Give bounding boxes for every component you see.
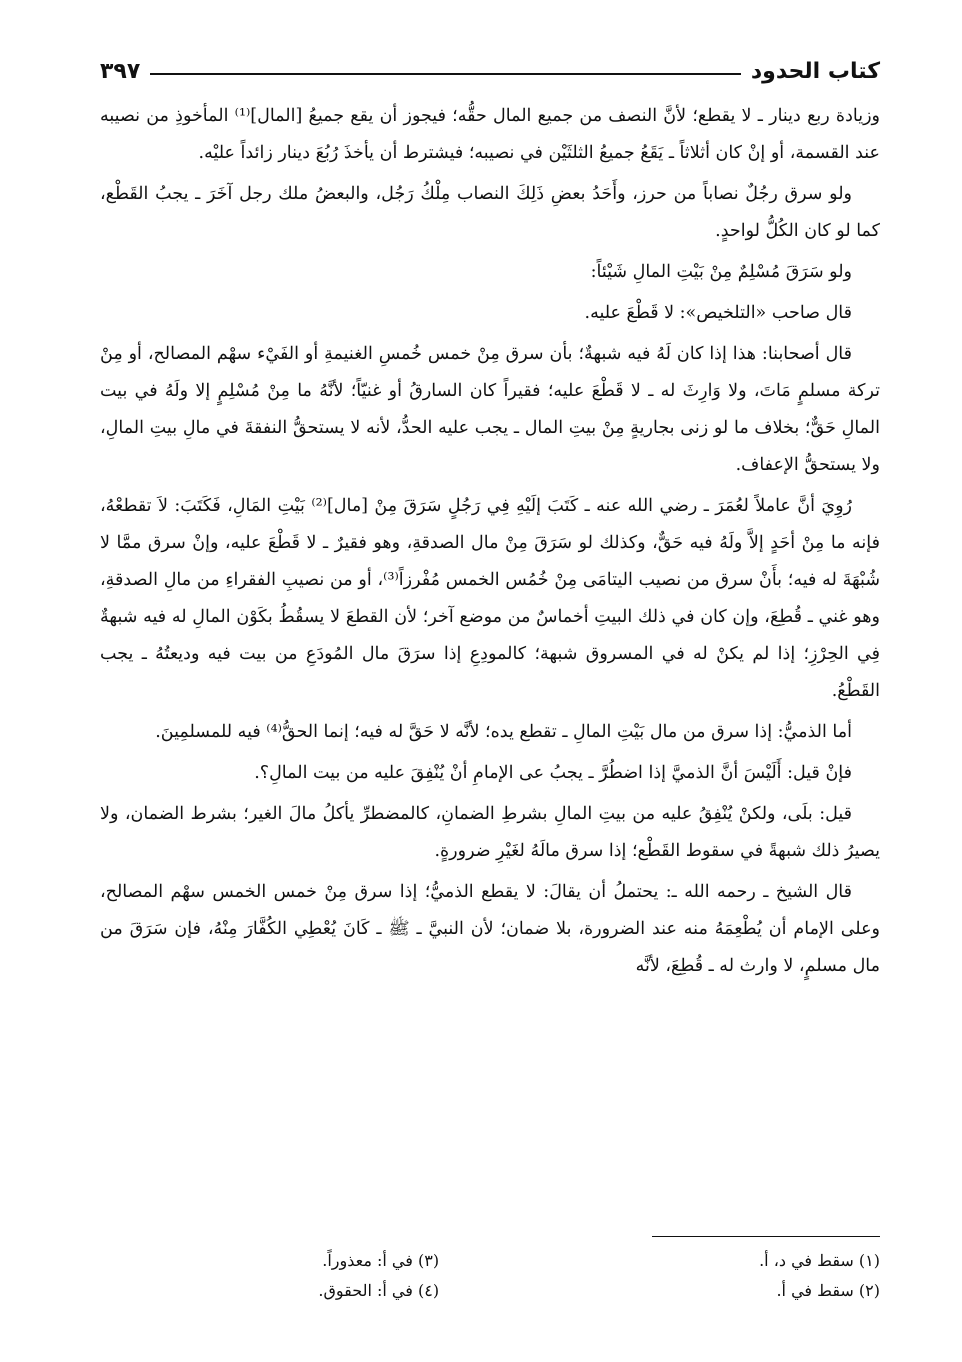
paragraph: وزيادة ربع دينار ـ لا يقطع؛ لأنَّ النصف من جميع المال حقُّه؛ فيجوز أن يقع جميعُ [المال]⁽¹⁾ المأخوذِ من نصيبه عند القسمة، أو إنْ كان أثلاثاً ـ يَقَعُ جميعُ الثلثَيْن في نصيبه؛ فيشترط أن يأخذَ رُبُعَ دينار زائداً عليْه. — [100, 106, 881, 163]
paragraph: قال الشيخ ـ رحمه الله ـ: يحتملُ أن يقالَ: لا يقطع الذميُّ؛ إذا سرق مِنْ خمس الخمس سهْم المصالح، وعلى الإمام أن يُطْعِمَهُ منه عند الضرورة، بلا ضمان؛ لأن النبيَّ ـ ﷺ ـ كَانَ يُعْطِي الكُفَّارَ مِنْهُ، فإن سَرَقَ من مال مسلمٍ، لا وارث له ـ قُطِعَ، لأنَّه — [100, 882, 880, 976]
body-text — [100, 98, 880, 989]
footnote-column-left — [318, 1246, 439, 1306]
footnotes — [100, 1246, 880, 1306]
paragraph: قال صاحب «التلخيص»: لا قَطْعَ عليه. — [584, 303, 852, 323]
paragraph: قيل: بلَى، ولكنْ يُنْفِقُ عليه من بيتِ المالِ بشرطِ الضمانِ، كالمضطرِّ يأكلُ مالَ الغير؛ بشرط الضمان، ولا يصيرُ ذلك شبهةً في سقوط القَطْع؛ إذا سرق مالَهُ لغَيْرِ ضرورةٍ. — [100, 804, 880, 861]
footnote-1: (١) سقط في د، أ. — [759, 1251, 880, 1270]
footnote-column-right — [759, 1246, 880, 1306]
footnote-3: (٣) في أ: معذوراً. — [322, 1251, 440, 1270]
paragraph: فإنْ قيل: أَلَيْسَ أنَّ الذميَّ إذا اضطُرَّ ـ يجبُ عى الإمامِ أنْ يُنْفِقَ عليه من بيت المالِ؟. — [254, 763, 852, 783]
running-head-title: كتاب الحدود — [750, 58, 880, 84]
paragraph: ولو سرق رجُلٌ نصاباً من حرز، وأَحَدُ بعضِ ذَلِكَ النصاب مِلْكُ رَجُل، والبعضُ ملك رجل آخَرَ ـ يجبُ القَطْع، كما لو كان الكُلُّ لواحدٍ. — [100, 184, 880, 241]
paragraph: قال أصحابنا: هذا إذا كان لَهُ فيه شبهةٌ؛ بأن سرق مِنْ خمس خُمسِ الغنيمةِ أو الفَيْء سهْم المصالح، أو مِنْ تركة مسلمٍ مَاتَ، ولا وَارِثَ له ـ لا قَطْعَ عليه؛ فقيراً كان السارقُ أو غنيّاً؛ لأنَّهُ ما مِنْ مُسْلِمٍ إلا ولَهُ في بيت المالِ حَقٌّ؛ بخلاف ما لو زنى بجاريةٍ مِنْ بيتِ المال ـ يجب عليه الحدُّ، لأنه لا يستحقُّ النفقةَ في مالِ بيتِ المالِ، ولا يستحقُّ الإعفاف. — [100, 344, 880, 475]
running-head-rule — [150, 73, 741, 75]
footnote-2: (٢) سقط في أ. — [776, 1281, 880, 1300]
paragraph: ولو سَرَقَ مُسْلِمٌ مِنْ بَيْتِ المالِ شَيْئاً: — [590, 262, 852, 282]
running-head — [100, 54, 880, 88]
page-number: ٣٩٧ — [100, 58, 141, 84]
paragraph: أما الذميُّ: إذا سرق من مال بَيْتِ المالِ ـ تقطع يده؛ لأنَّه لا حَقَّ له فيه؛ إنما الحقُّ⁽⁴⁾ فيه للمسلمِينَ. — [155, 722, 852, 742]
footnote-rule — [652, 1236, 880, 1237]
paragraph: رُوِيَ أنَّ عاملاً لعُمَرَ ـ رضي الله عنه ـ كَتَبَ إلَيْهِ فِي رَجُلٍ سَرَقَ مِنْ [مال]⁽²⁾ بَيْتِ المَالِ، فَكَتَبَ: لاَ تقطعْهُ، فإنه ما مِنْ أحَدٍ إلاَّ ولَهُ فيه حَقٌّ، وكذلك لو سَرَقَ مِنْ مال الصدقةِ، وهو فقيرٌ ـ لا قَطْعَ عليه، وإنْ سرق ممَّا لا شُبْهَةَ له فيه؛ بأَنْ سرق من نصيب اليتامَى مِنْ خُمُس الخمس مُفْرزاً⁽³⁾، أو من نصيبِ الفقراءِ من مالِ الصدقةِ، وهو غني ـ قُطِعَ، وإن كان في ذلك البيتِ أخماسٌ من موضع آخر؛ لأن القطعَ لا يسقُطُ بكَوْن المالِ له فيه شبهةٌ فِي الحِرْزِ؛ إذا لم يكنْ له في المسروق شبهة؛ كالمودِعِ إذا سرَقَ مال المُودَعِ من بيت فيه وديعتُهُ ـ يجب القَطْعُ. — [100, 496, 880, 701]
footnote-4: (٤) في أ: الحقوق. — [318, 1281, 440, 1300]
